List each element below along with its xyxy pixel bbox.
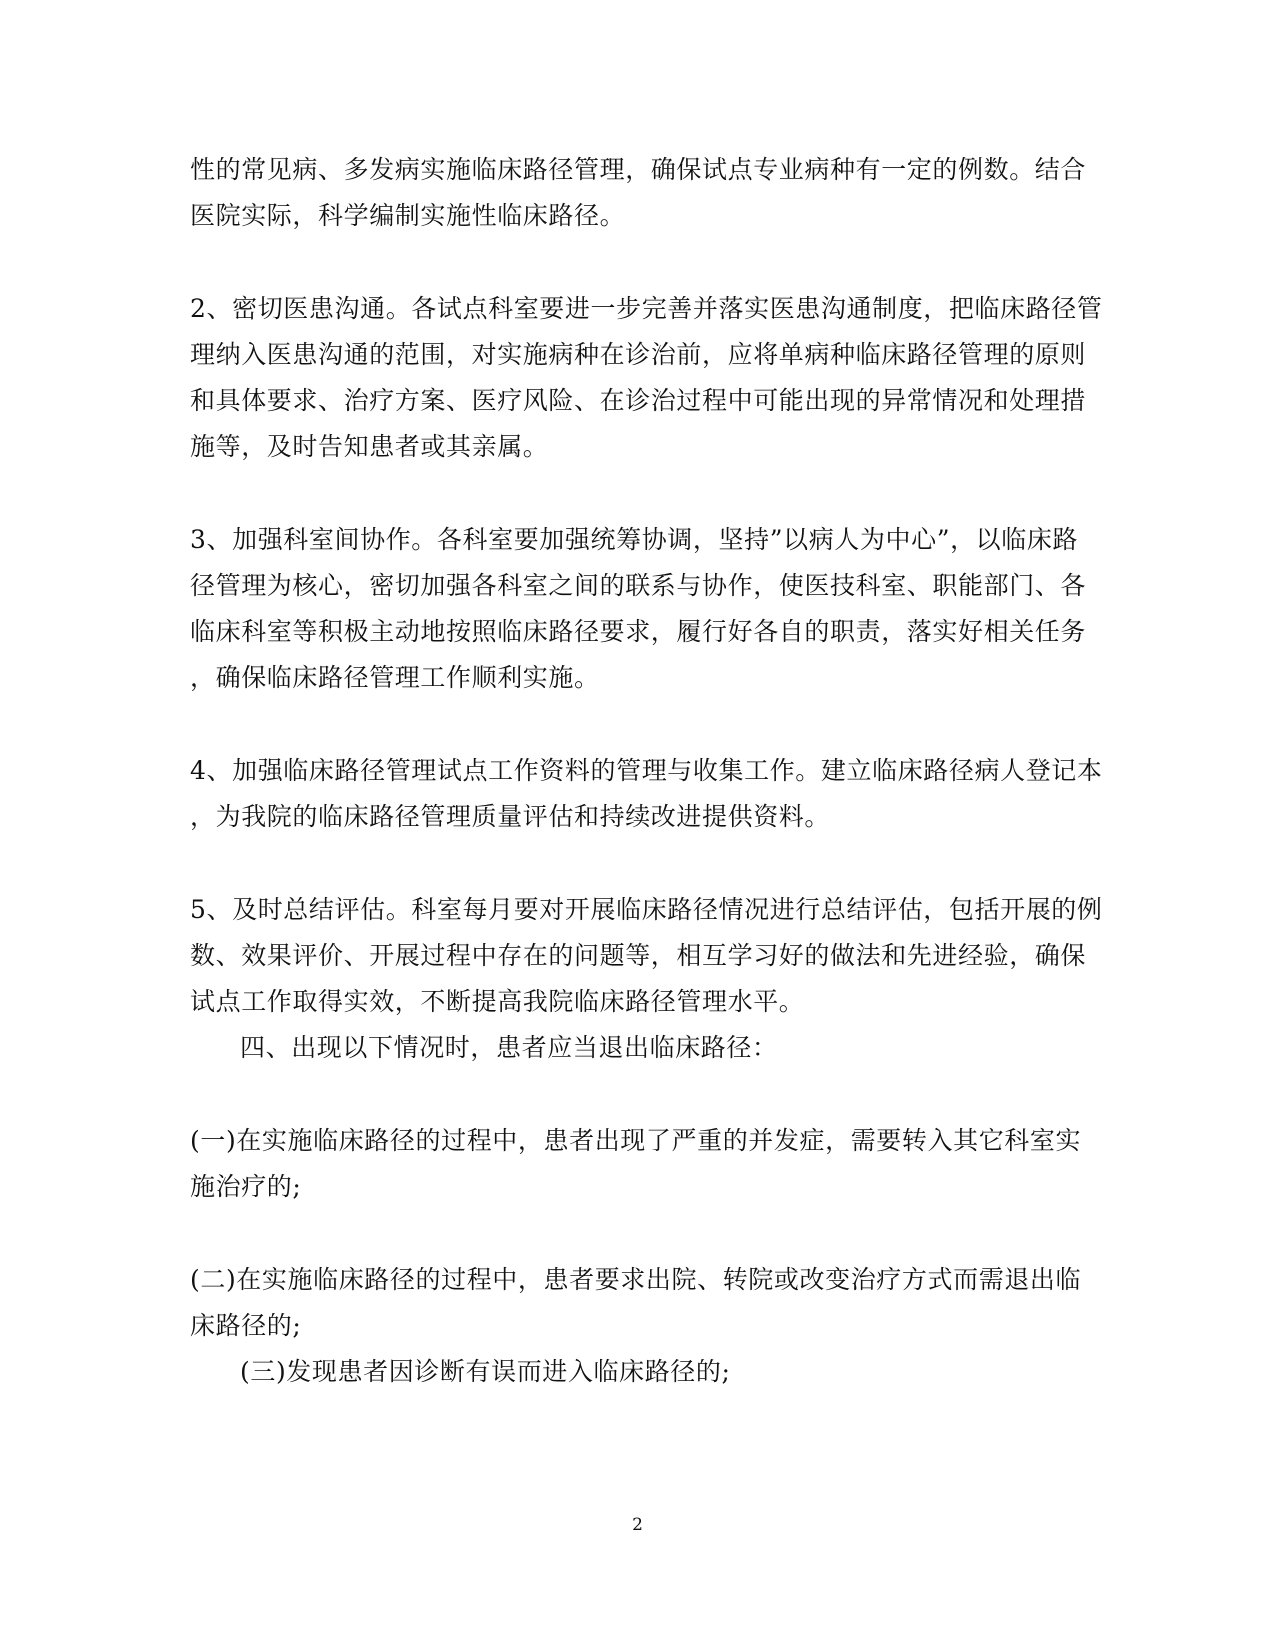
text-line: 4、加强临床路径管理试点工作资料的管理与收集工作。建立临床路径病人登记本 — [190, 756, 1103, 785]
text-line: (二)在实施临床路径的过程中，患者要求出院、转院或改变治疗方式而需退出临 — [190, 1265, 1082, 1294]
text-line: 床路径的; — [190, 1311, 302, 1340]
text-line: ，为我院的临床路径管理质量评估和持续改进提供资料。 — [190, 802, 831, 831]
text-line: 理纳入医患沟通的范围，对实施病种在诊治前，应将单病种临床路径管理的原则 — [190, 340, 1087, 369]
text-line: 径管理为核心，密切加强各科室之间的联系与协作，使医技科室、职能部门、各 — [190, 571, 1087, 600]
text-line: ，确保临床路径管理工作顺利实施。 — [190, 663, 600, 692]
page-number: 2 — [632, 1515, 643, 1535]
text-line: 3、加强科室间协作。各科室要加强统筹协调，坚持”以病人为中心”，以临床路 — [190, 525, 1079, 554]
text-line: (一)在实施临床路径的过程中，患者出现了严重的并发症，需要转入其它科室实 — [190, 1126, 1082, 1155]
text-line: 5、及时总结评估。科室每月要对开展临床路径情况进行总结评估，包括开展的例 — [190, 895, 1103, 924]
text-line: 数、效果评价、开展过程中存在的问题等，相互学习好的做法和先进经验，确保 — [190, 941, 1087, 970]
text-line: 施等，及时告知患者或其亲属。 — [190, 432, 549, 461]
text-line: 医院实际，科学编制实施性临床路径。 — [190, 201, 626, 230]
text-line: 施治疗的; — [190, 1172, 302, 1201]
text-line: (三)发现患者因诊断有误而进入临床路径的; — [240, 1357, 731, 1386]
text-line: 性的常见病、多发病实施临床路径管理，确保试点专业病种有一定的例数。结合 — [190, 155, 1087, 184]
text-line: 2、密切医患沟通。各试点科室要进一步完善并落实医患沟通制度，把临床路径管 — [190, 294, 1103, 323]
section-heading: 四、出现以下情况时，患者应当退出临床路径： — [240, 1033, 778, 1062]
text-line: 临床科室等积极主动地按照临床路径要求，履行好各自的职责，落实好相关任务 — [190, 617, 1087, 646]
text-line: 试点工作取得实效，不断提高我院临床路径管理水平。 — [190, 987, 805, 1016]
text-line: 和具体要求、治疗方案、医疗风险、在诊治过程中可能出现的异常情况和处理措 — [190, 386, 1087, 415]
